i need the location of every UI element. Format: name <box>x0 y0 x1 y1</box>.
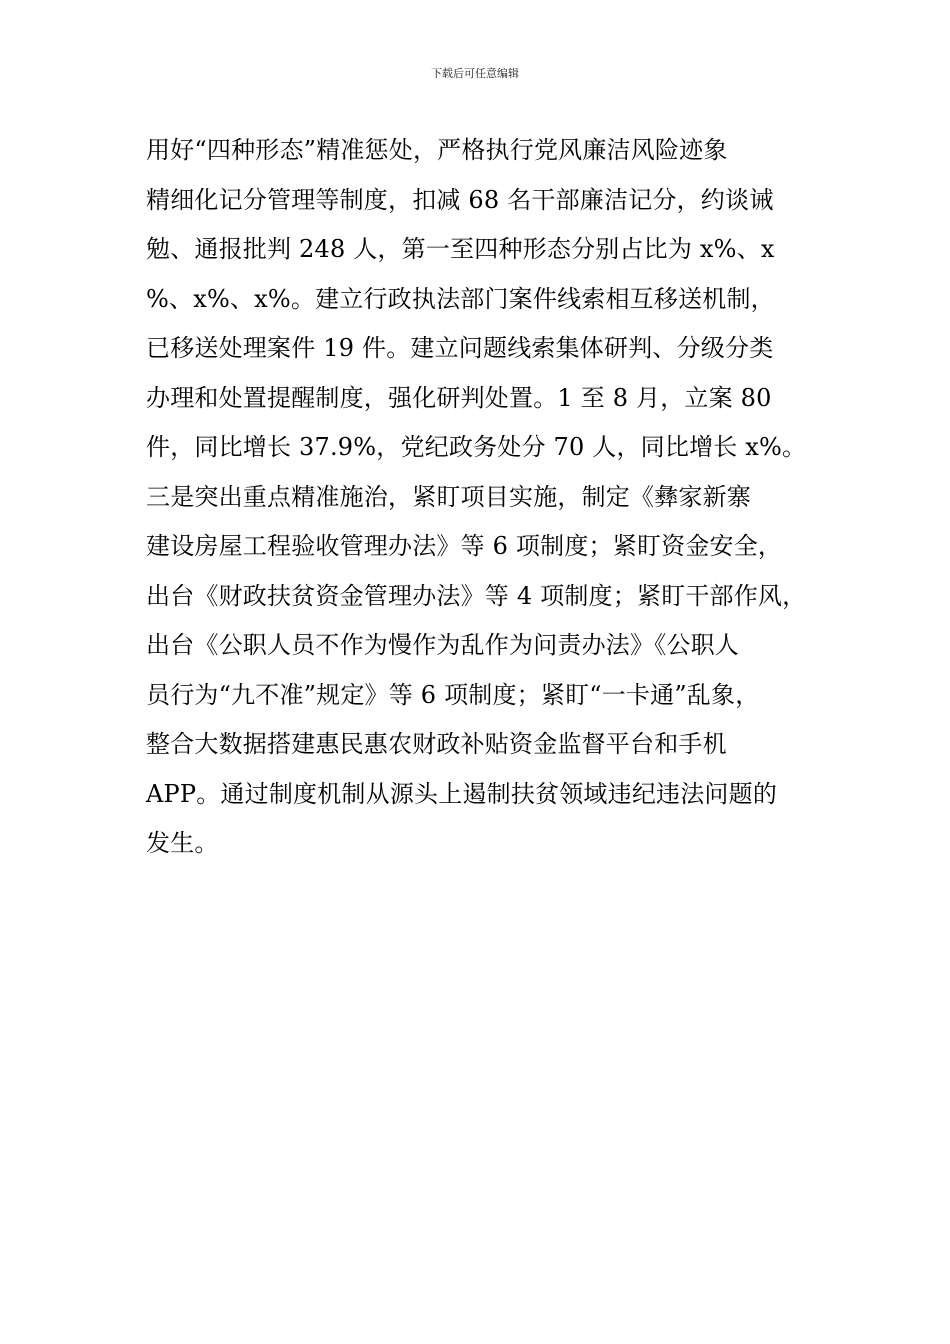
text-line: 发生。 <box>146 829 219 857</box>
body-paragraph <box>146 126 826 869</box>
text-line: %、x%、x%。建立行政执法部门案件线索相互移送机制， <box>146 284 775 313</box>
text-line: 员行为“九不准”规定》等 6 项制度；紧盯“一卡通”乱象， <box>146 680 760 709</box>
text-line: 出台《公职人员不作为慢作为乱作为问责办法》《公职人 <box>146 631 739 659</box>
text-line: APP。通过制度机制从源头上遏制扶贫领域违纪违法问题的 <box>146 779 778 808</box>
text-line: 三是突出重点精准施治，紧盯项目实施，制定《彝家新寨 <box>146 482 751 511</box>
text-line: 整合大数据搭建惠民惠农财政补贴资金监督平台和手机 <box>146 730 727 758</box>
text-line: 精细化记分管理等制度，扣减 68 名干部廉洁记分，约谈诫 <box>146 185 774 214</box>
text-line: 建设房屋工程验收管理办法》等 6 项制度；紧盯资金安全， <box>146 532 783 560</box>
text-line: 办理和处置提醒制度，强化研判处置。1 至 8 月，立案 80 <box>146 383 772 412</box>
text-line: 用好“四种形态”精准惩处，严格执行党风廉洁风险迹象 <box>146 136 728 164</box>
text-line: 出台《财政扶贫资金管理办法》等 4 项制度；紧盯干部作风， <box>146 581 807 610</box>
text-line: 件，同比增长 37.9%，党纪政务处分 70 人，同比增长 x%。 <box>146 433 807 461</box>
text-line: 勉、通报批判 248 人，第一至四种形态分别占比为 x%、x <box>146 235 775 263</box>
text-line: 已移送处理案件 19 件。建立问题线索集体研判、分级分类 <box>146 334 774 362</box>
page-header: 下载后可任意编辑 <box>431 67 519 80</box>
